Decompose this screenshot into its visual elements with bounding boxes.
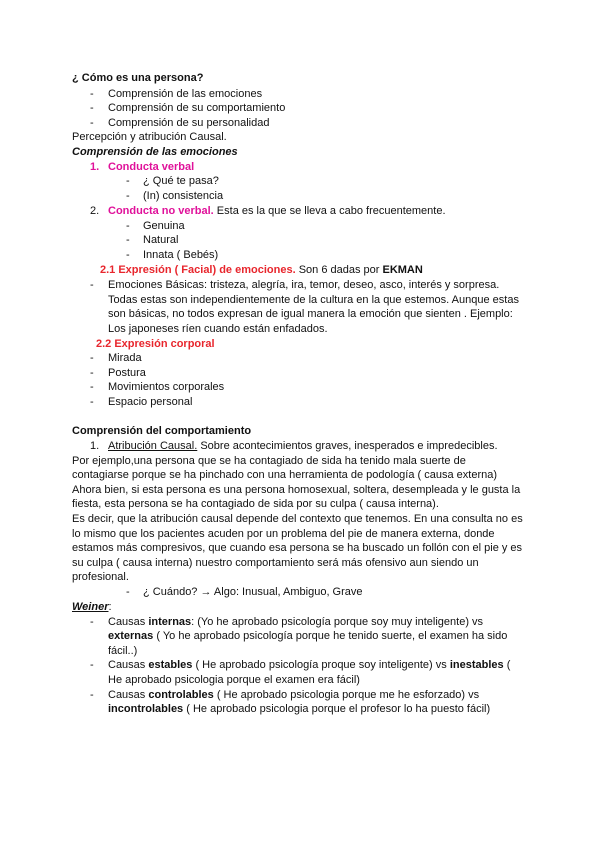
dash-bullet: -: [90, 659, 94, 671]
paragraph-line: su culpa ( causa interna) nuestro comportamiento será más ofensivo aun siendo un: [72, 557, 479, 569]
section-title-weiner: Weiner:: [72, 601, 112, 613]
dash-bullet: -: [90, 381, 94, 393]
section-title-emociones: Comprensión de las emociones: [72, 146, 238, 158]
paragraph-line: Es decir, que la atribución causal depende del contexto que tenemos. En una consulta no es: [72, 513, 523, 525]
dash-bullet: -: [126, 586, 130, 598]
dash-bullet: -: [126, 234, 130, 246]
paragraph-line: lo mismo que los pacientes acuden por un problema del pie de manera externa, donde: [72, 528, 495, 540]
paragraph-line: He aprobado psicologia porque el examen era fácil): [108, 674, 360, 686]
subheading-expresion-facial: 2.1 Expresión ( Facial) de emociones. Son 6 dadas por EKMAN: [100, 264, 423, 276]
paragraph-line: Los japoneses ríen cuando están enfadados.: [108, 323, 328, 335]
dash-bullet: -: [90, 102, 94, 114]
dash-bullet: -: [90, 352, 94, 364]
paragraph-line: profesional.: [72, 571, 129, 583]
item-number: 1.: [90, 161, 100, 173]
dash-bullet: -: [90, 367, 94, 379]
section-title-persona: ¿ Cómo es una persona?: [72, 72, 204, 84]
section-title-comportamiento: Comprensión del comportamiento: [72, 425, 252, 437]
dash-bullet: -: [126, 249, 130, 261]
paragraph-line: externas ( Yo he aprobado psicología porque he tenido suerte, el examen ha sido: [108, 630, 508, 642]
dash-bullet: -: [90, 279, 94, 291]
dash-bullet: -: [90, 396, 94, 408]
paragraph-line: Todas estas son independientemente de la cultura en la que estemos. Aunque estas: [108, 294, 519, 306]
dash-bullet: -: [126, 220, 130, 232]
dash-bullet: -: [126, 190, 130, 202]
conducta-verbal-label: Conducta verbal: [108, 161, 195, 173]
dash-bullet: -: [90, 88, 94, 100]
conducta-no-verbal-label: Conducta no verbal.: [108, 205, 214, 217]
paragraph-line: Por ejemplo,una persona que se ha contagiado de sida ha tenido mala suerte de: [72, 455, 466, 467]
item-number: 1.: [90, 440, 100, 452]
paragraph-line: son básicas, no todos expresan de igual manera la emoción que sienten . Ejemplo:: [108, 308, 513, 320]
paragraph-line: Ahora bien, si esta persona es una persona homosexual, soltera, desempleada y le gusta la: [72, 484, 521, 496]
item-number: 2.: [90, 205, 100, 217]
paragraph-line: incontrolables ( He aprobado psicologia porque el profesor lo ha puesto fácil): [108, 703, 491, 715]
paragraph-line: fiesta, esta persona se ha contagiado de sida por su culpa ( causa interna).: [72, 498, 439, 510]
dash-bullet: -: [126, 175, 130, 187]
dash-bullet: -: [90, 689, 94, 701]
paragraph-line: contagiarse porque se ha pinchado con una herramienta de podología ( causa externa): [72, 469, 498, 481]
atribucion-causal-label: Atribución Causal.: [108, 440, 198, 452]
perception-line: Percepción y atribución Causal.: [72, 131, 227, 143]
dash-bullet: -: [90, 616, 94, 628]
paragraph-line: estamos más compresivos, que cuando esa persona se ha buscado un follón con el pie y es: [72, 542, 523, 554]
subheading-expresion-corporal: 2.2 Expresión corporal: [96, 338, 215, 350]
paragraph-line: fácil..): [108, 645, 138, 657]
dash-bullet: -: [90, 117, 94, 129]
